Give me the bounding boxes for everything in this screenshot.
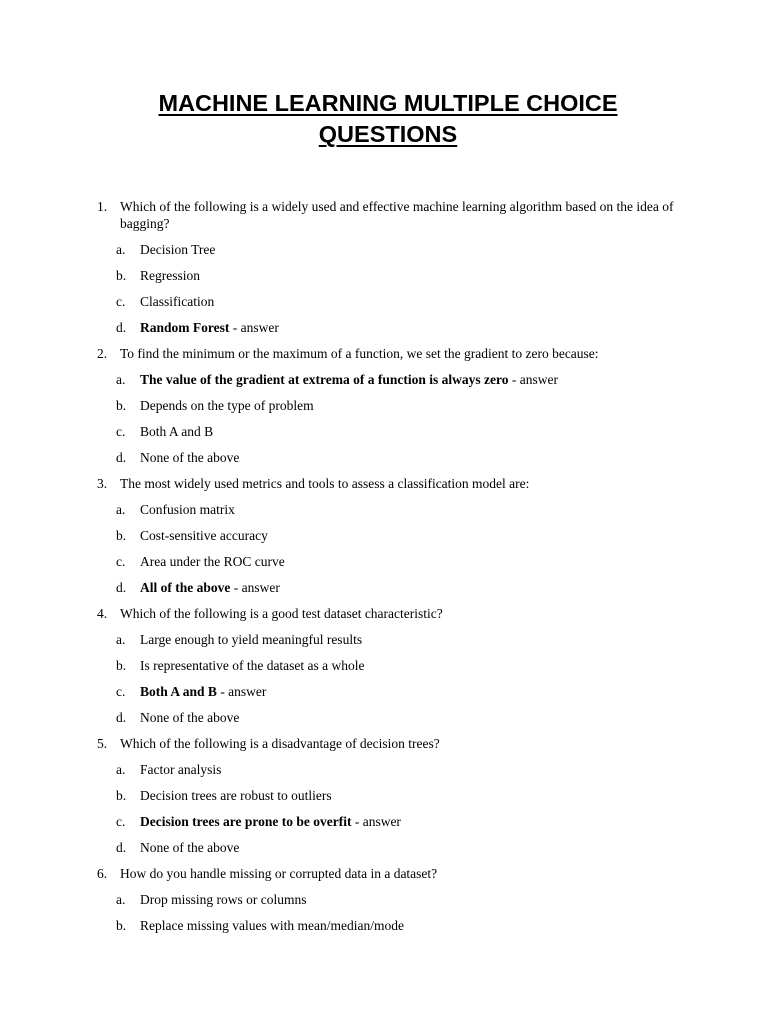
option-letter: b. bbox=[116, 398, 127, 413]
option-list bbox=[0, 371, 768, 466]
option-letter: d. bbox=[116, 450, 127, 465]
option-list bbox=[0, 891, 768, 934]
option-item-answer bbox=[0, 683, 768, 700]
option-item bbox=[0, 787, 768, 804]
question-text: The most widely used metrics and tools to assess a classification model are: bbox=[120, 476, 530, 491]
option-text: Area under the ROC curve bbox=[140, 554, 285, 569]
option-letter: a. bbox=[116, 892, 126, 907]
option-text: Factor analysis bbox=[140, 762, 222, 777]
option-letter: c. bbox=[116, 554, 126, 569]
option-item bbox=[0, 397, 768, 414]
option-letter: a. bbox=[116, 632, 126, 647]
question-number: 1. bbox=[97, 199, 108, 214]
option-text: Decision trees are robust to outliers bbox=[140, 788, 332, 803]
question-number: 6. bbox=[97, 866, 108, 881]
question-item bbox=[0, 345, 768, 466]
option-item bbox=[0, 241, 768, 258]
answer-text: The value of the gradient at extrema of a function is always zero bbox=[140, 372, 509, 387]
option-letter: d. bbox=[116, 840, 127, 855]
option-letter: d. bbox=[116, 320, 127, 335]
option-item bbox=[0, 423, 768, 440]
option-item bbox=[0, 891, 768, 908]
option-letter: c. bbox=[116, 684, 126, 699]
question-item bbox=[0, 735, 768, 856]
option-item bbox=[0, 553, 768, 570]
option-item bbox=[0, 761, 768, 778]
option-item-answer bbox=[0, 813, 768, 830]
option-item bbox=[0, 631, 768, 648]
question-item bbox=[0, 198, 768, 336]
option-text: None of the above bbox=[140, 840, 240, 855]
option-text: Cost-sensitive accuracy bbox=[140, 528, 268, 543]
option-text: Classification bbox=[140, 294, 215, 309]
answer-text: All of the above bbox=[140, 580, 231, 595]
question-list bbox=[0, 198, 768, 934]
option-letter: a. bbox=[116, 242, 126, 257]
option-item-answer bbox=[0, 371, 768, 388]
answer-text: Both A and B bbox=[140, 684, 217, 699]
option-item bbox=[0, 839, 768, 856]
question-text: Which of the following is a widely used and effective machine learning algorithm based on the idea of bagging? bbox=[120, 199, 674, 231]
option-list bbox=[0, 501, 768, 596]
answer-label: - answer bbox=[230, 580, 280, 595]
option-letter: b. bbox=[116, 788, 127, 803]
question-row bbox=[0, 475, 768, 492]
option-letter: b. bbox=[116, 528, 127, 543]
option-item bbox=[0, 449, 768, 466]
option-text: Decision Tree bbox=[140, 242, 216, 257]
option-letter: d. bbox=[116, 580, 127, 595]
question-number: 4. bbox=[97, 606, 108, 621]
option-letter: b. bbox=[116, 268, 127, 283]
question-number: 5. bbox=[97, 736, 108, 751]
option-letter: b. bbox=[116, 918, 127, 933]
option-list bbox=[0, 761, 768, 856]
option-letter: a. bbox=[116, 762, 126, 777]
title-line-2: QUESTIONS bbox=[318, 121, 458, 147]
option-text: None of the above bbox=[140, 450, 240, 465]
option-item bbox=[0, 267, 768, 284]
answer-label: - answer bbox=[351, 814, 401, 829]
option-letter: c. bbox=[116, 424, 126, 439]
option-letter: c. bbox=[116, 294, 126, 309]
option-text: Is representative of the dataset as a whole bbox=[140, 658, 365, 673]
option-letter: d. bbox=[116, 710, 127, 725]
option-list bbox=[0, 241, 768, 336]
option-item bbox=[0, 657, 768, 674]
question-text: Which of the following is a disadvantage of decision trees? bbox=[120, 736, 440, 751]
question-row bbox=[0, 605, 768, 622]
question-item bbox=[0, 475, 768, 596]
option-letter: c. bbox=[116, 814, 126, 829]
question-number: 2. bbox=[97, 346, 108, 361]
question-row bbox=[0, 198, 768, 232]
option-text: None of the above bbox=[140, 710, 240, 725]
question-number: 3. bbox=[97, 476, 108, 491]
option-text: Drop missing rows or columns bbox=[140, 892, 307, 907]
option-item-answer bbox=[0, 579, 768, 596]
option-list bbox=[0, 631, 768, 726]
answer-text: Decision trees are prone to be overfit bbox=[140, 814, 352, 829]
question-row bbox=[0, 735, 768, 752]
answer-label: - answer bbox=[229, 320, 279, 335]
option-text: Replace missing values with mean/median/mode bbox=[140, 918, 404, 933]
answer-text: Random Forest bbox=[140, 320, 230, 335]
option-letter: b. bbox=[116, 658, 127, 673]
question-text: Which of the following is a good test dataset characteristic? bbox=[120, 606, 443, 621]
answer-label: - answer bbox=[508, 372, 558, 387]
option-item bbox=[0, 917, 768, 934]
question-text: How do you handle missing or corrupted data in a dataset? bbox=[120, 866, 438, 881]
option-item bbox=[0, 501, 768, 518]
option-text: Both A and B bbox=[140, 424, 214, 439]
title-line-1: MACHINE LEARNING MULTIPLE CHOICE bbox=[158, 90, 618, 116]
answer-label: - answer bbox=[216, 684, 267, 699]
question-row bbox=[0, 345, 768, 362]
option-letter: a. bbox=[116, 502, 126, 517]
question-item bbox=[0, 605, 768, 726]
option-letter: a. bbox=[116, 372, 126, 387]
question-text: To find the minimum or the maximum of a function, we set the gradient to zero because: bbox=[120, 346, 599, 361]
option-item-answer bbox=[0, 319, 768, 336]
option-item bbox=[0, 527, 768, 544]
option-text: Depends on the type of problem bbox=[140, 398, 314, 413]
question-row bbox=[0, 865, 768, 882]
document-title bbox=[0, 88, 768, 150]
option-text: Regression bbox=[140, 268, 200, 283]
question-item bbox=[0, 865, 768, 934]
option-text: Large enough to yield meaningful results bbox=[140, 632, 363, 647]
option-item bbox=[0, 293, 768, 310]
option-text: Confusion matrix bbox=[140, 502, 235, 517]
option-item bbox=[0, 709, 768, 726]
